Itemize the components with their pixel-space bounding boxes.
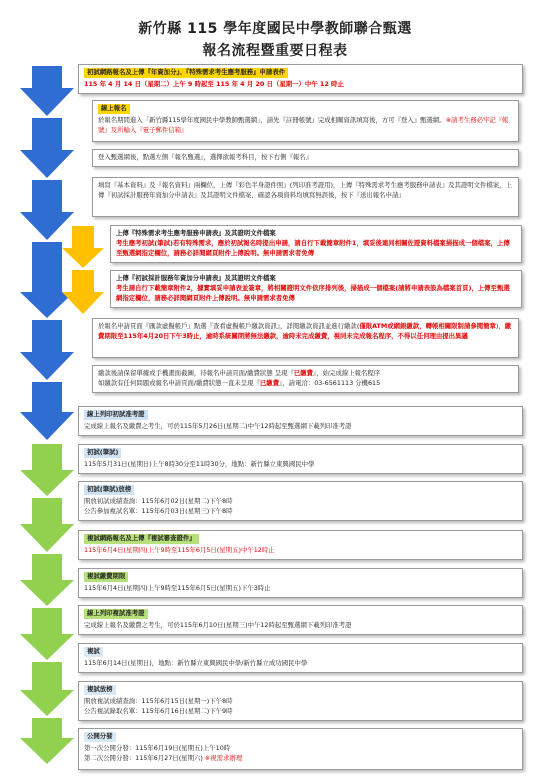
step-header: 複試 xyxy=(84,647,103,657)
yellow-arrow-icon xyxy=(62,226,104,268)
yellow-arrow-icon xyxy=(62,270,104,314)
step-reexam-registration xyxy=(78,530,523,560)
step-fill-data xyxy=(92,177,519,217)
step-header: 複試放榜 xyxy=(84,685,116,695)
step-date: 115年6月4日(星期四)上午9時至115年6月5日(星期五)中午12時止 xyxy=(84,545,275,554)
green-arrow-icon xyxy=(20,662,74,716)
blue-arrow-icon xyxy=(20,320,74,380)
step-date: 115 年 4 月 14 日（星期二）上午 9 時起至 115 年 4 月 20 日（星期一）中午 12 時止 xyxy=(84,79,344,88)
step-reexam xyxy=(78,643,523,673)
step-text: 開放初試成績查詢：115年6月02日(星期二)下午8時 xyxy=(84,496,233,505)
step-deadline: 繳費期限至115年4月20日下午3時止，逾時系統關閉將無法繳款，逾時未完成繳費，視同未完成報名程序，不得以任何理由提出異議 xyxy=(98,322,512,340)
step-note: ※請考生務必牢記『帳號』及所輸入『電子郵件信箱』 xyxy=(98,115,509,134)
step-text: 於報名申請頁面『匯款虛擬帳戶』點選『查看虛擬帳戶繳款資訊』，詳閱繳款資訊並進行繳款( xyxy=(98,322,360,330)
step-upload-special-needs xyxy=(110,225,522,263)
step-text: )， xyxy=(495,322,505,330)
step-text: 115年6月14日(星期日)，地點：新竹縣立東興國民中學/新竹縣立成功國民中學 xyxy=(84,658,308,667)
step-public-assignment xyxy=(78,728,523,770)
step-header: 複試繳費期限 xyxy=(84,572,128,582)
step-header: 上傳『特殊需求考生應考服務申請表』及其證明文件檔案 xyxy=(116,229,276,237)
green-arrow-icon xyxy=(20,608,74,660)
step-text: 完成線上報名及繳費之考生，可於115年6月10日(星期三)中午12時起至甄選網下載列印准考證 xyxy=(84,620,352,629)
step-text: 登入甄選網後，點選左側『報名甄選』，選擇欲報考科目，按下右側『報名』 xyxy=(98,153,313,161)
step-text: 115年6月4日(星期四)上午9時至115年6月5日(星期五)下午3時止 xyxy=(84,583,271,592)
step-login-select xyxy=(92,149,519,167)
blue-arrow-icon xyxy=(20,242,74,318)
green-arrow-icon xyxy=(20,498,74,552)
step-reexam-payment-deadline xyxy=(78,568,523,598)
step-text: 完成線上報名及繳費之考生，可於115年5月26日(星期二)中午12時起至甄選網下載列印准考證 xyxy=(84,421,352,430)
step-text: 開放複試成績查詢：115年6月15日(星期一)下午8時 xyxy=(84,696,233,705)
step-header: 初試(筆試)放榜 xyxy=(84,485,134,495)
step-text: 考生應考初試(筆試)若有特殊需求，應於初試報名時提出申請，請自行下載簡章附件1，填妥後連同相關佐證資料檔案掃描成一個檔案，上傳至甄選網指定欄位，請務必詳閱網頁附件上傳說明。無申請需求者免傳 xyxy=(116,238,510,257)
step-header: 初試網路報名及上傳『年資加分』、『特殊需求考生應考服務』申請表件 xyxy=(84,68,288,78)
step-payment-confirm xyxy=(92,365,519,393)
step-text: 公告參加複試名單：115年6月03日(星期三)下午8時 xyxy=(84,506,233,515)
step-text: 公告複試錄取名單：115年6月16日(星期二)下午9時 xyxy=(84,706,233,715)
step-header: 線上報名 xyxy=(98,104,130,114)
step-upload-seniority xyxy=(110,270,522,308)
step-print-reexam-ticket xyxy=(78,605,523,635)
step-online-register xyxy=(92,100,519,142)
step-header: 複試網路報名及上傳『複試審查證件』 xyxy=(84,534,199,544)
step-text: 考生請自行下載簡章附件2，據實填妥申請表並簽章，將相關證明文件依序排列後，掃描成一個檔案(請將申請表設為檔案首頁)，上傳至甄選網指定欄位，請務必詳閱網頁附件上傳說明。無申請需求者免傳 xyxy=(116,283,510,302)
step-header: 公開分發 xyxy=(84,732,116,742)
step-payment xyxy=(92,318,519,358)
blue-arrow-icon xyxy=(20,382,74,440)
step-header: 線上列印初試准考證 xyxy=(84,410,148,420)
step-print-admission-ticket xyxy=(78,406,523,436)
step-text: 115年5月31日(星期日)上午8時30分至11時30分，地點：新竹縣立東興國民中學 xyxy=(84,459,315,468)
status-badge: 已繳費 xyxy=(259,378,280,387)
step-online-registration-period xyxy=(78,64,523,94)
blue-arrow-icon xyxy=(20,180,74,240)
step-text: 第一次公開分發：115年6月19日(星期五)上午10時 xyxy=(84,743,231,752)
step-text: 繳款後請保留單據或手機畫面截圖，待報名申請頁面/繳費狀態 呈現『 xyxy=(98,369,294,377)
green-arrow-icon xyxy=(20,554,74,606)
page-subtitle: 報名流程暨重要日程表 xyxy=(202,43,348,59)
step-header: 初試(筆試) xyxy=(84,448,121,458)
step-written-exam xyxy=(78,444,523,474)
blue-arrow-icon xyxy=(20,118,74,178)
blue-arrow-icon xyxy=(20,66,74,116)
step-reexam-results xyxy=(78,681,523,721)
step-text: 於報名期間進入「新竹縣115學年度國民中學教師甄選網」，請先『註冊帳號』完成相關資訊填寫後，方可『登入』甄選網。 xyxy=(98,115,446,124)
step-written-exam-results xyxy=(78,481,523,521)
step-text: 如繳款有任何問題或報名申請頁面/繳費狀態一直未呈現『 xyxy=(98,378,260,387)
green-arrow-icon xyxy=(20,718,74,764)
page-title: 新竹縣 115 學年度國民中學教師聯合甄選 xyxy=(138,21,412,37)
status-badge: 已繳費 xyxy=(293,369,314,377)
step-header: 線上列印複試准考證 xyxy=(84,609,148,619)
step-note: 僅限ATM或網銀繳款，轉帳相關限制請參閱簡章 xyxy=(359,322,496,330)
step-text: 填寫『基本資料』及『報名資料』兩欄位，上傳『彩色半身證件照』(列印准考證用)，上傳『特殊需求考生應考服務申請表』及其證明文件檔案，上傳『初試採計服務年資加分申請表』及其證明文件檔案，確認各項資料均填寫無誤後，按下『送出報名申請』 xyxy=(98,181,512,199)
green-arrow-icon xyxy=(20,444,74,496)
contact-text: 』，請電洽：03-6561113 分機615 xyxy=(279,378,381,387)
step-text: 第二次公開分發：115年6月27日(星期六) xyxy=(84,753,203,762)
step-header: 上傳『初試採計服務年資加分申請表』及其證明文件檔案 xyxy=(116,274,276,282)
step-text: 』，始完成線上報名程序 xyxy=(313,369,381,377)
step-note: ※視需求辦理 xyxy=(204,753,243,762)
